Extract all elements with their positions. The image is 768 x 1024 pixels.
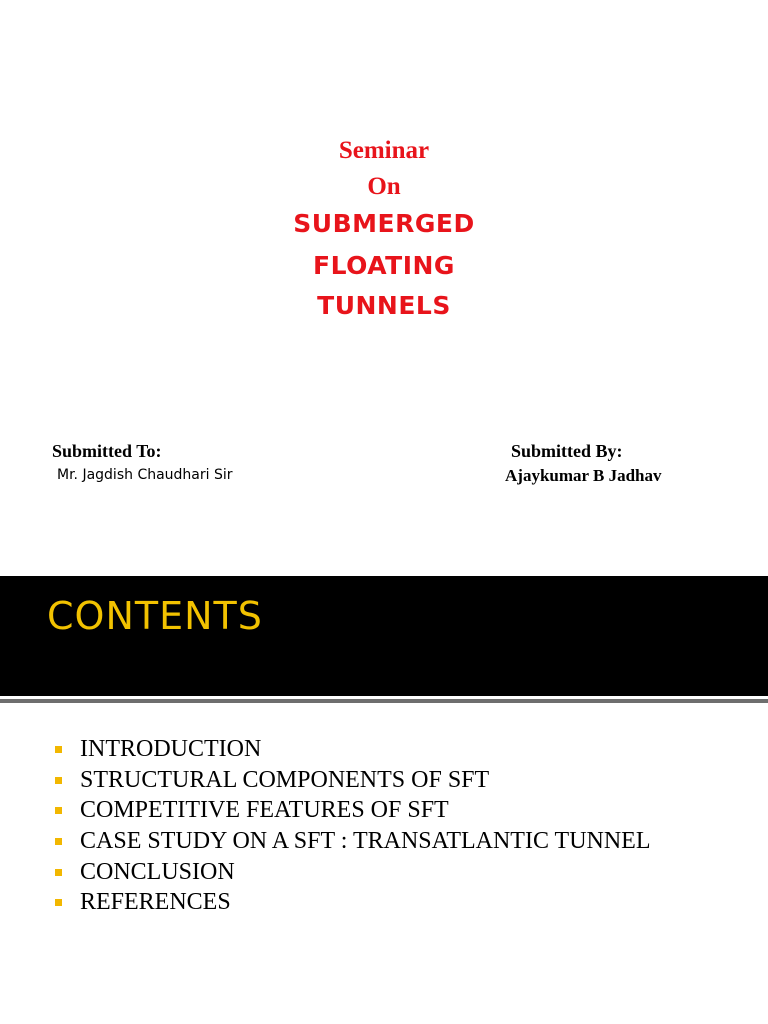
list-item xyxy=(55,795,651,826)
contents-title: CONTENTS xyxy=(47,594,263,638)
square-bullet-icon xyxy=(55,869,62,876)
list-item-text: INTRODUCTION xyxy=(80,735,262,762)
submitted-by-label: Submitted By: xyxy=(511,441,623,461)
list-item-text: REFERENCES xyxy=(80,889,231,916)
square-bullet-icon xyxy=(55,807,62,814)
title-floating: FLOATING xyxy=(313,251,455,280)
contents-list xyxy=(55,734,651,918)
square-bullet-icon xyxy=(55,899,62,906)
list-item xyxy=(55,734,651,765)
square-bullet-icon xyxy=(55,838,62,845)
title-tunnels: TUNNELS xyxy=(317,291,451,320)
square-bullet-icon xyxy=(55,746,62,753)
submitted-by-name: Ajaykumar B Jadhav xyxy=(505,466,662,485)
list-item xyxy=(55,887,651,918)
list-item xyxy=(55,826,651,857)
list-item-text: COMPETITIVE FEATURES OF SFT xyxy=(80,797,449,824)
list-item-text: CONCLUSION xyxy=(80,858,235,885)
contents-header-bar xyxy=(0,576,768,696)
contents-slide xyxy=(0,576,768,1024)
header-divider-grey xyxy=(0,699,768,703)
submitted-to-name: Mr. Jagdish Chaudhari Sir xyxy=(57,467,233,483)
title-submerged: SUBMERGED xyxy=(293,209,475,238)
title-seminar: Seminar xyxy=(338,137,430,164)
list-item-text: STRUCTURAL COMPONENTS OF SFT xyxy=(80,766,490,793)
list-item-text: CASE STUDY ON A SFT : TRANSATLANTIC TUNNEL xyxy=(80,827,651,854)
title-on: On xyxy=(367,173,401,200)
list-item xyxy=(55,857,651,888)
square-bullet-icon xyxy=(55,777,62,784)
list-item xyxy=(55,765,651,796)
submitted-to-label: Submitted To: xyxy=(52,441,162,461)
